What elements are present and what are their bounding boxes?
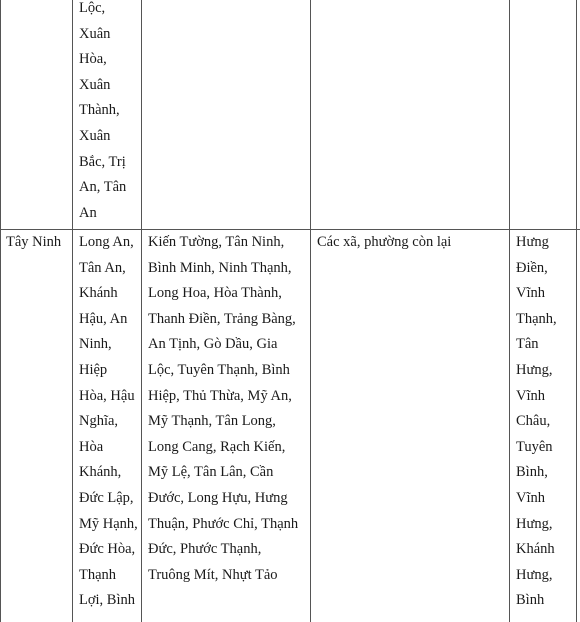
cell-line: Bình, (516, 464, 548, 481)
cell-line: Lợi, Bình (79, 592, 136, 609)
cell-line: Hòa, Hậu (79, 387, 135, 404)
cell-line: Mỹ Hạnh, (79, 515, 138, 532)
province-name: Tây Ninh (6, 234, 62, 250)
column-divider-3 (310, 0, 311, 622)
cell-line: Xuân (79, 76, 111, 93)
cell-line: Đước, Long Hựu, Hưng (148, 489, 288, 506)
row-2-col-3-cell (148, 230, 298, 588)
cell-line: Điền, (516, 259, 548, 276)
cell-line: Đức Lập, (79, 489, 134, 506)
table-border-left (0, 0, 1, 622)
column-divider-4 (509, 0, 510, 622)
cell-line: Hưng (516, 234, 549, 250)
cell-line: Thanh Điền, Trảng Bàng, (148, 310, 296, 327)
cell-line: Mỹ Thạnh, Tân Long, (148, 413, 276, 430)
row-2-col-2-cell (79, 230, 138, 614)
cell-line: Thạnh (79, 566, 117, 583)
cell-line: Long Hoa, Hòa Thành, (148, 285, 282, 302)
cell-line: An (79, 204, 97, 221)
cell-line: Thuận, Phước Chỉ, Thạnh (148, 515, 299, 532)
table-border-right (576, 0, 577, 622)
cell-line: Long An, (79, 234, 134, 250)
cell-line: Hiệp (79, 361, 108, 378)
row-2-col-5-cell (516, 230, 557, 614)
cell-line: Hậu, An (79, 310, 128, 327)
cell-line: An, Tân (79, 179, 127, 196)
cell-line: Mỹ Lệ, Tân Lân, Cần (148, 464, 274, 481)
cell-line: Thành, (79, 102, 120, 119)
column-divider-2 (141, 0, 142, 622)
cell-line: Hiệp, Thủ Thừa, Mỹ An, (148, 387, 292, 404)
row-1-col-2-cell (79, 0, 126, 226)
cell-line: Hưng, (516, 361, 553, 378)
row-2-province-cell (6, 230, 61, 256)
cell-line: Khánh, (79, 464, 122, 481)
column-divider-1 (72, 0, 73, 622)
cell-line: Xuân (79, 25, 111, 42)
cell-line: Kiến Tường, Tân Ninh, (148, 234, 285, 250)
cell-line: Đức Hòa, (79, 541, 136, 558)
cell-line: Lộc, Tuyên Thạnh, Bình (148, 361, 290, 378)
cell-line: Khánh (79, 285, 118, 302)
cell-line: Bình Minh, Ninh Thạnh, (148, 259, 292, 276)
cell-line: Các xã, phường còn lại (317, 234, 452, 250)
row-2-col-4-cell (317, 230, 451, 256)
cell-line: Khánh (516, 541, 555, 558)
cell-line: Nghĩa, (79, 413, 119, 430)
cell-line: Hòa, (79, 51, 107, 68)
cell-line: Hòa (79, 438, 104, 455)
cell-line: Hưng, (516, 566, 553, 583)
cell-line: Long Cang, Rạch Kiến, (148, 438, 286, 455)
cell-line: Thạnh, (516, 310, 557, 327)
cell-line: Bắc, Trị (79, 153, 126, 170)
cell-line: Truông Mít, Nhựt Tảo (148, 566, 278, 583)
cell-line: Ninh, (79, 336, 112, 353)
cell-line: Vĩnh (516, 285, 545, 302)
cell-line: Xuân (79, 127, 111, 144)
cell-line: Bình (516, 592, 545, 609)
cell-line: Châu, (516, 413, 551, 430)
cell-line: Vĩnh (516, 489, 545, 506)
cell-line: Tuyên (516, 438, 553, 455)
cell-line: Hưng, (516, 515, 553, 532)
cell-line: Vĩnh (516, 387, 545, 404)
cell-line: Tân An, (79, 259, 126, 276)
cell-line: An Tịnh, Gò Dầu, Gia (148, 336, 278, 353)
cell-line: Đức, Phước Thạnh, (148, 541, 262, 558)
cell-line: Tân (516, 336, 539, 353)
cell-line: Lộc, (79, 0, 106, 16)
